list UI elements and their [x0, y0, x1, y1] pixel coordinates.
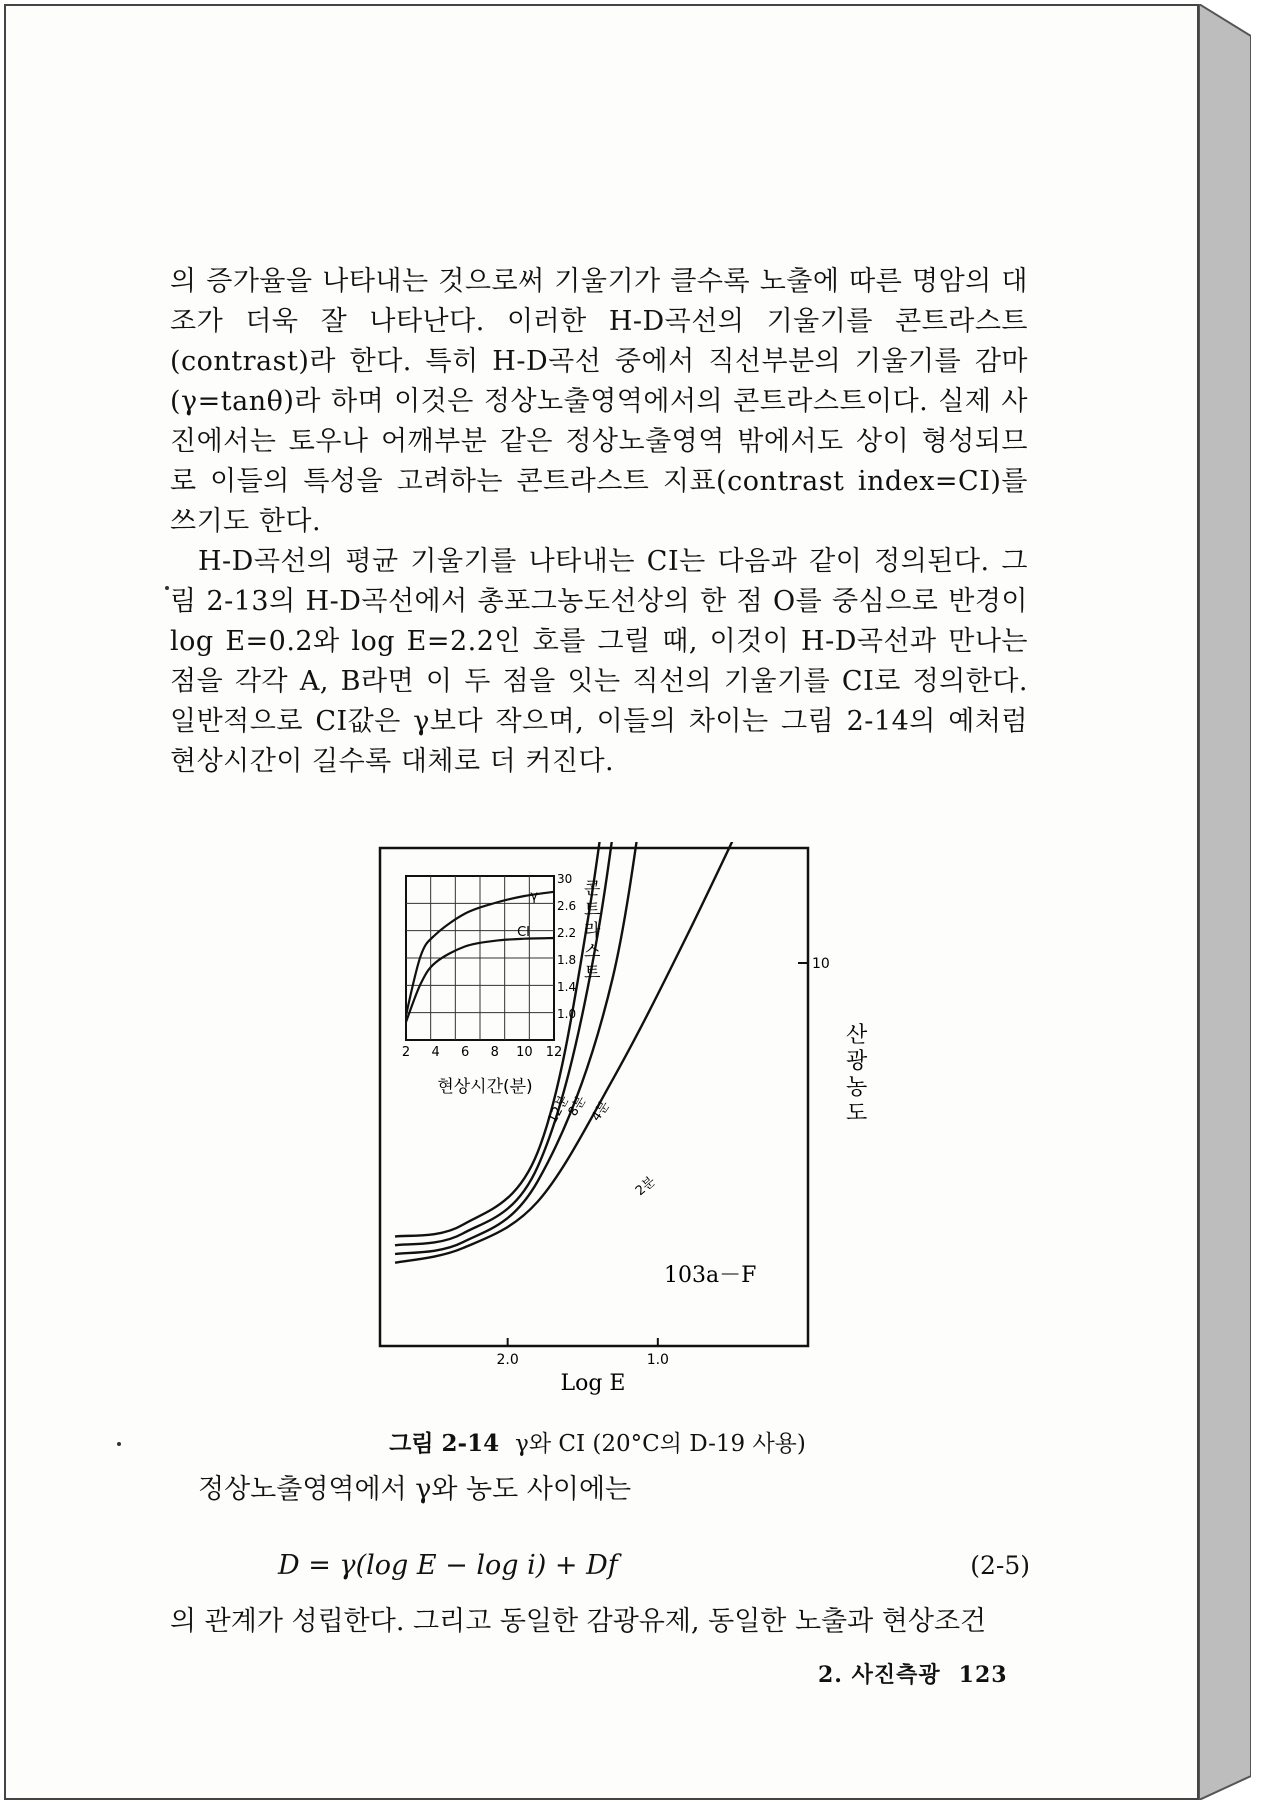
inset-y-tick-label: 1.4	[557, 980, 577, 994]
equation: D = γ(log E − log i) + Df	[278, 1550, 618, 1581]
scan-speck	[165, 586, 169, 590]
x-tick-label: 2.0	[496, 1352, 519, 1368]
figure-2-14	[370, 842, 890, 1406]
film-label: 103a－F	[664, 1263, 757, 1288]
footer-section: 2. 사진측광	[818, 1662, 941, 1688]
curve-label-4분: 4분	[588, 1098, 613, 1125]
closing-sentence: 의 관계가 성립한다. 그리고 동일한 감광유제, 동일한 노출과 현상조건	[170, 1606, 987, 1637]
inset-curve-label: CI	[517, 925, 530, 940]
x-tick-label: 1.0	[646, 1352, 669, 1368]
inset-y-tick-label: 30	[557, 872, 573, 886]
curve-label-12분: 12분	[545, 1093, 573, 1126]
footer-page-number: 123	[958, 1662, 1008, 1688]
main-y-axis-label: 산 광 농 도	[846, 1023, 868, 1126]
curve-label-8분: 8분	[565, 1093, 590, 1120]
curve-label-2분: 2분	[632, 1174, 659, 1200]
inset-x-tick-label: 8	[490, 1045, 499, 1060]
inset-y-tick-label: 2.2	[557, 926, 577, 940]
figure-caption	[0, 1425, 1195, 1458]
inset-x-tick-label: 4	[431, 1045, 440, 1060]
inset-x-tick-label: 10	[516, 1045, 533, 1060]
body-text	[170, 262, 1028, 782]
inset-y-tick-label: 1.8	[557, 953, 577, 967]
equation-row	[170, 1532, 1030, 1602]
equation-number: (2-5)	[970, 1551, 1030, 1580]
inset-y-tick-label: 1.0	[557, 1007, 577, 1021]
hd-curve-chart	[370, 842, 890, 1402]
post-figure-text	[170, 1470, 1030, 1642]
page-edge	[1199, 4, 1251, 1800]
inset-x-axis-label: 현상시간(분)	[437, 1077, 533, 1097]
inset-x-tick-label: 12	[545, 1045, 563, 1060]
paragraph-2: H-D곡선의 평균 기울기를 나타내는 CI는 다음과 같이 정의된다. 그림 2-13의 H-D곡선에서 총포그농도선상의 한 점 O를 중심으로 반경이 log E=0.2와 log E=2.2인 호를 그릴 때, 이것이 H-D곡선과 만나는 점을 각각 A, B라면 이 두 점을 잇는 직선의 기울기를 CI로 정의한다. 일반적으로 CI값은 γ보다 작으며, 이들의 차이는 그림 2-14의 예처럼 현상시간이 길수록 대체로 더 커진다.	[170, 546, 1028, 777]
inset-y-tick-label: 2.6	[557, 899, 577, 913]
main-x-axis-label: Log E	[560, 1371, 626, 1396]
inset-curve-label: γ	[530, 889, 538, 904]
inset-y-axis-label: 콘 트 라 스 트	[584, 879, 601, 983]
inset-x-tick-label: 6	[461, 1045, 470, 1060]
intro-sentence: 정상노출영역에서 γ와 농도 사이에는	[198, 1474, 632, 1505]
paragraph-1: 의 증가율을 나타내는 것으로써 기울기가 클수록 노출에 따른 명암의 대조가 더욱 잘 나타난다. 이러한 H-D곡선의 기울기를 콘트라스트(contrast)라 한다. 특히 H-D곡선 중에서 직선부분의 기울기를 감마(γ=tanθ)라 하며 이것은 정상노출영역에서의 콘트라스트이다. 실제 사진에서는 토우나 어깨부분 같은 정상노출영역 밖에서도 상이 형성되므로 이들의 특성을 고려하는 콘트라스트 지표(contrast index=CI)를 쓰기도 한다.	[170, 266, 1028, 537]
y-tick-label: 10	[812, 956, 830, 972]
inset-x-tick-label: 2	[401, 1045, 411, 1060]
page-footer	[818, 1658, 1008, 1689]
caption-text: γ와 CI (20°C의 D-19 사용)	[515, 1431, 806, 1457]
caption-number: 그림 2-14	[389, 1430, 500, 1457]
